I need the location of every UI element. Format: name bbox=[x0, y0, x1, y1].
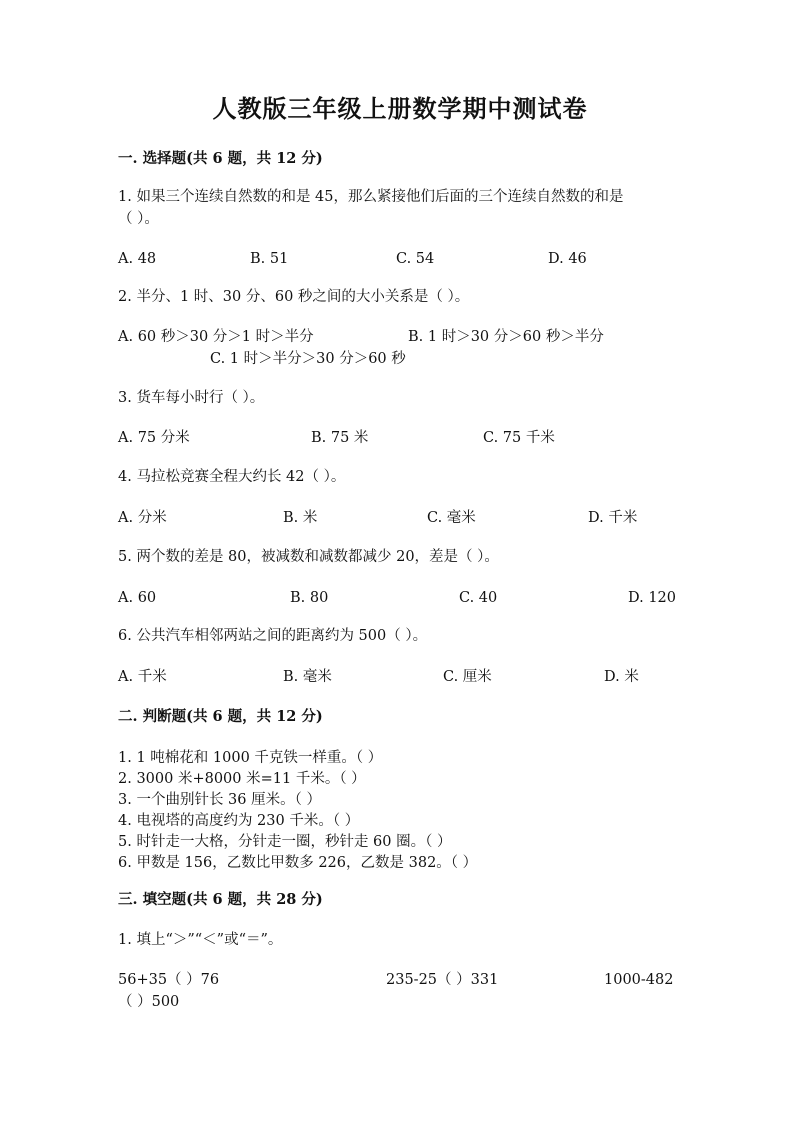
question-6-text: 6. 公共汽车相邻两站之间的距离约为 500（ ）。 bbox=[118, 628, 428, 644]
question-4-option-a: A. 分米 bbox=[118, 510, 167, 526]
question-2-option-b: B. 1 时＞30 分＞60 秒＞半分 bbox=[408, 329, 604, 345]
judgment-item: 2. 3000 米+8000 米=11 千米。（ ） bbox=[118, 771, 366, 787]
question-6-option-c: C. 厘米 bbox=[443, 669, 492, 685]
question-4-option-c: C. 毫米 bbox=[427, 510, 476, 526]
section-heading-judgment: 二. 判断题(共 6 题，共 12 分) bbox=[118, 708, 323, 725]
question-2-option-a: A. 60 秒＞30 分＞1 时＞半分 bbox=[118, 329, 314, 345]
question-1-option-d: D. 46 bbox=[548, 251, 587, 267]
fill-expression: 1000-482 bbox=[604, 972, 674, 988]
question-4-option-b: B. 米 bbox=[283, 510, 318, 526]
judgment-item: 4. 电视塔的高度约为 230 千米。（ ） bbox=[118, 813, 360, 829]
question-3-option-c: C. 75 千米 bbox=[483, 430, 555, 446]
fill-question-1-text: 1. 填上“＞”“＜”或“＝”。 bbox=[118, 932, 283, 948]
section-heading-fill: 三. 填空题(共 6 题，共 28 分) bbox=[118, 891, 323, 908]
question-2-text: 2. 半分、1 时、30 分、60 秒之间的大小关系是（ ）。 bbox=[118, 289, 470, 305]
fill-expression-continuation: （ ）500 bbox=[118, 994, 180, 1010]
question-5-text: 5. 两个数的差是 80，被减数和减数都减少 20，差是（ ）。 bbox=[118, 549, 499, 565]
question-1-option-c: C. 54 bbox=[396, 251, 435, 267]
question-3-option-b: B. 75 米 bbox=[311, 430, 369, 446]
question-1-text: 1. 如果三个连续自然数的和是 45，那么紧接他们后面的三个连续自然数的和是 bbox=[118, 189, 624, 205]
question-4-option-d: D. 千米 bbox=[588, 510, 638, 526]
judgment-item: 5. 时针走一大格，分针走一圈，秒针走 60 圈。（ ） bbox=[118, 834, 452, 850]
question-2-option-c: C. 1 时＞半分＞30 分＞60 秒 bbox=[210, 351, 406, 367]
judgment-item: 3. 一个曲别针长 36 厘米。（ ） bbox=[118, 792, 321, 808]
question-1-option-a: A. 48 bbox=[118, 251, 157, 267]
question-6-option-b: B. 毫米 bbox=[283, 669, 332, 685]
question-5-option-d: D. 120 bbox=[628, 590, 677, 606]
page-title: 人教版三年级上册数学期中测试卷 bbox=[212, 94, 588, 123]
fill-expression: 56+35（ ）76 bbox=[118, 972, 220, 988]
question-3-option-a: A. 75 分米 bbox=[118, 430, 190, 446]
question-1-text-cont: （ ）。 bbox=[118, 211, 159, 227]
question-5-option-b: B. 80 bbox=[290, 590, 329, 606]
fill-expression: 235-25（ ）331 bbox=[386, 972, 499, 988]
judgment-item: 6. 甲数是 156，乙数比甲数多 226，乙数是 382。（ ） bbox=[118, 855, 478, 871]
question-6-option-d: D. 米 bbox=[604, 669, 639, 685]
question-5-option-a: A. 60 bbox=[118, 590, 157, 606]
judgment-item: 1. 1 吨棉花和 1000 千克铁一样重。（ ） bbox=[118, 750, 383, 766]
question-6-option-a: A. 千米 bbox=[118, 669, 167, 685]
section-heading-choice: 一. 选择题(共 6 题，共 12 分) bbox=[118, 150, 323, 167]
question-3-text: 3. 货车每小时行（ ）。 bbox=[118, 390, 265, 406]
question-4-text: 4. 马拉松竞赛全程大约长 42（ ）。 bbox=[118, 469, 346, 485]
question-1-option-b: B. 51 bbox=[250, 251, 289, 267]
question-5-option-c: C. 40 bbox=[459, 590, 498, 606]
